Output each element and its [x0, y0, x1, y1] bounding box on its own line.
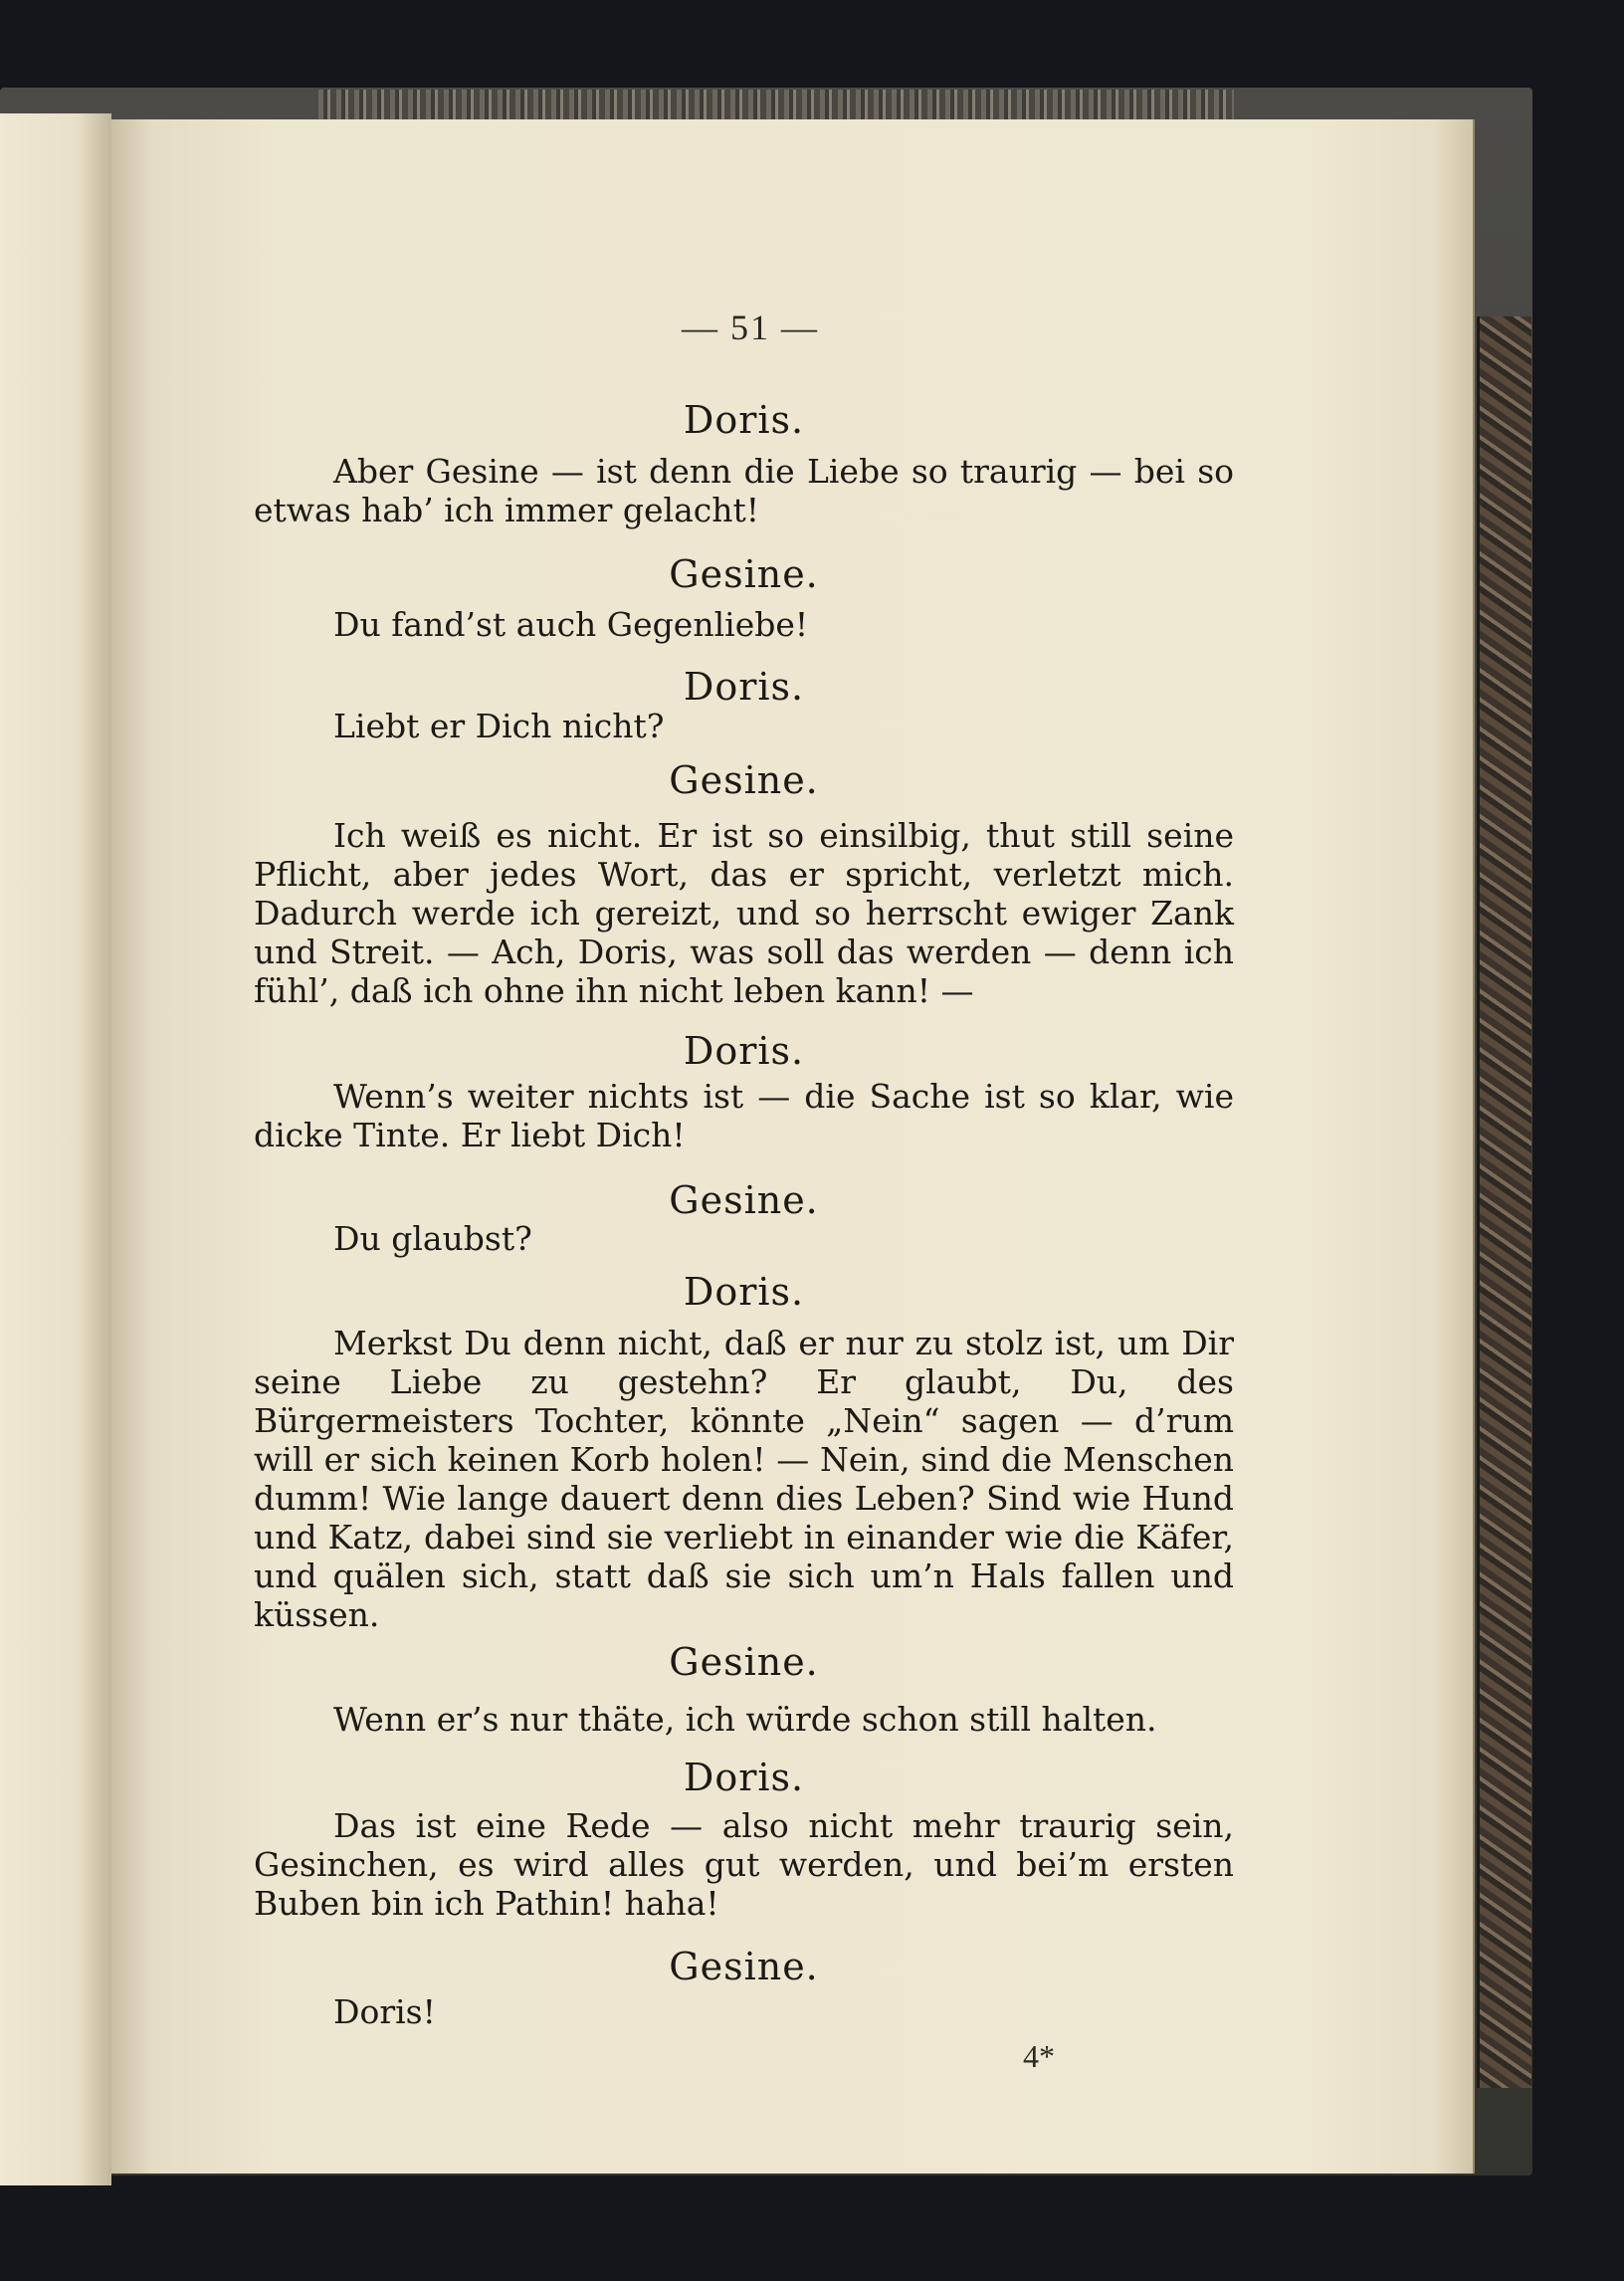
dialogue-line: Wenn er’s nur thäte, ich würde schon still halten. [333, 1700, 1157, 1739]
speaker-heading: Gesine. [669, 1945, 819, 1988]
dialogue-line: Du glaubst? [333, 1219, 532, 1258]
signature-mark: 4* [1023, 2038, 1055, 2074]
dialogue-line: Aber Gesine — ist denn die Liebe so traurig — bei so etwas hab’ ich immer gelacht! [254, 452, 1234, 529]
dialogue-line: Ich weiß es nicht. Er ist so einsilbig, thut still seine Pflicht, aber jedes Wort, das er spricht, verletzt mich. Dadurch werde ich gereizt, und so herrscht ewiger Zank und Streit. — Ach, Doris, was soll das werden — denn ich fühl’, daß ich ohne ihn nicht leben kann! — [254, 816, 1234, 1010]
speaker-heading: Gesine. [669, 552, 819, 596]
speaker-heading: Gesine. [669, 758, 819, 802]
dialogue-line: Doris! [333, 1992, 436, 2031]
speaker-heading: Doris. [683, 398, 805, 442]
speaker-heading: Doris. [683, 1756, 805, 1799]
marbled-page-edge [1477, 316, 1531, 2088]
dialogue-line: Liebt er Dich nicht? [333, 707, 665, 745]
facing-page-edge [0, 113, 111, 2185]
page-number: — 51 — [682, 308, 819, 347]
dialogue-line: Du fand’st auch Gegenliebe! [333, 605, 809, 644]
speaker-heading: Doris. [683, 1270, 805, 1314]
speaker-heading: Doris. [683, 665, 805, 709]
book-spine-edge [318, 90, 1234, 119]
dialogue-line: Wenn’s weiter nichts ist — die Sache ist so klar, wie dicke Tinte. Er liebt Dich! [254, 1077, 1234, 1154]
dialogue-line: Das ist eine Rede — also nicht mehr traurig sein, Gesinchen, es wird alles gut werden, und bei’m ersten Buben bin ich Pathin! haha! [254, 1806, 1234, 1923]
speaker-heading: Gesine. [669, 1178, 819, 1222]
speaker-heading: Gesine. [669, 1640, 819, 1684]
dialogue-line: Merkst Du denn nicht, daß er nur zu stolz ist, um Dir seine Liebe zu gestehn? Er glaubt, Du, des Bürgermeisters Tochter, könnte „Nein“ sagen — d’rum will er sich keinen Korb holen! — Nein, sind die Menschen dumm! Wie lange dauert denn dies Leben? Sind wie Hund und Katz, dabei sind sie verliebt in einander wie die Käfer, und quälen sich, statt daß sie sich um’n Hals fallen und küssen. [254, 1324, 1234, 1634]
speaker-heading: Doris. [683, 1029, 805, 1073]
